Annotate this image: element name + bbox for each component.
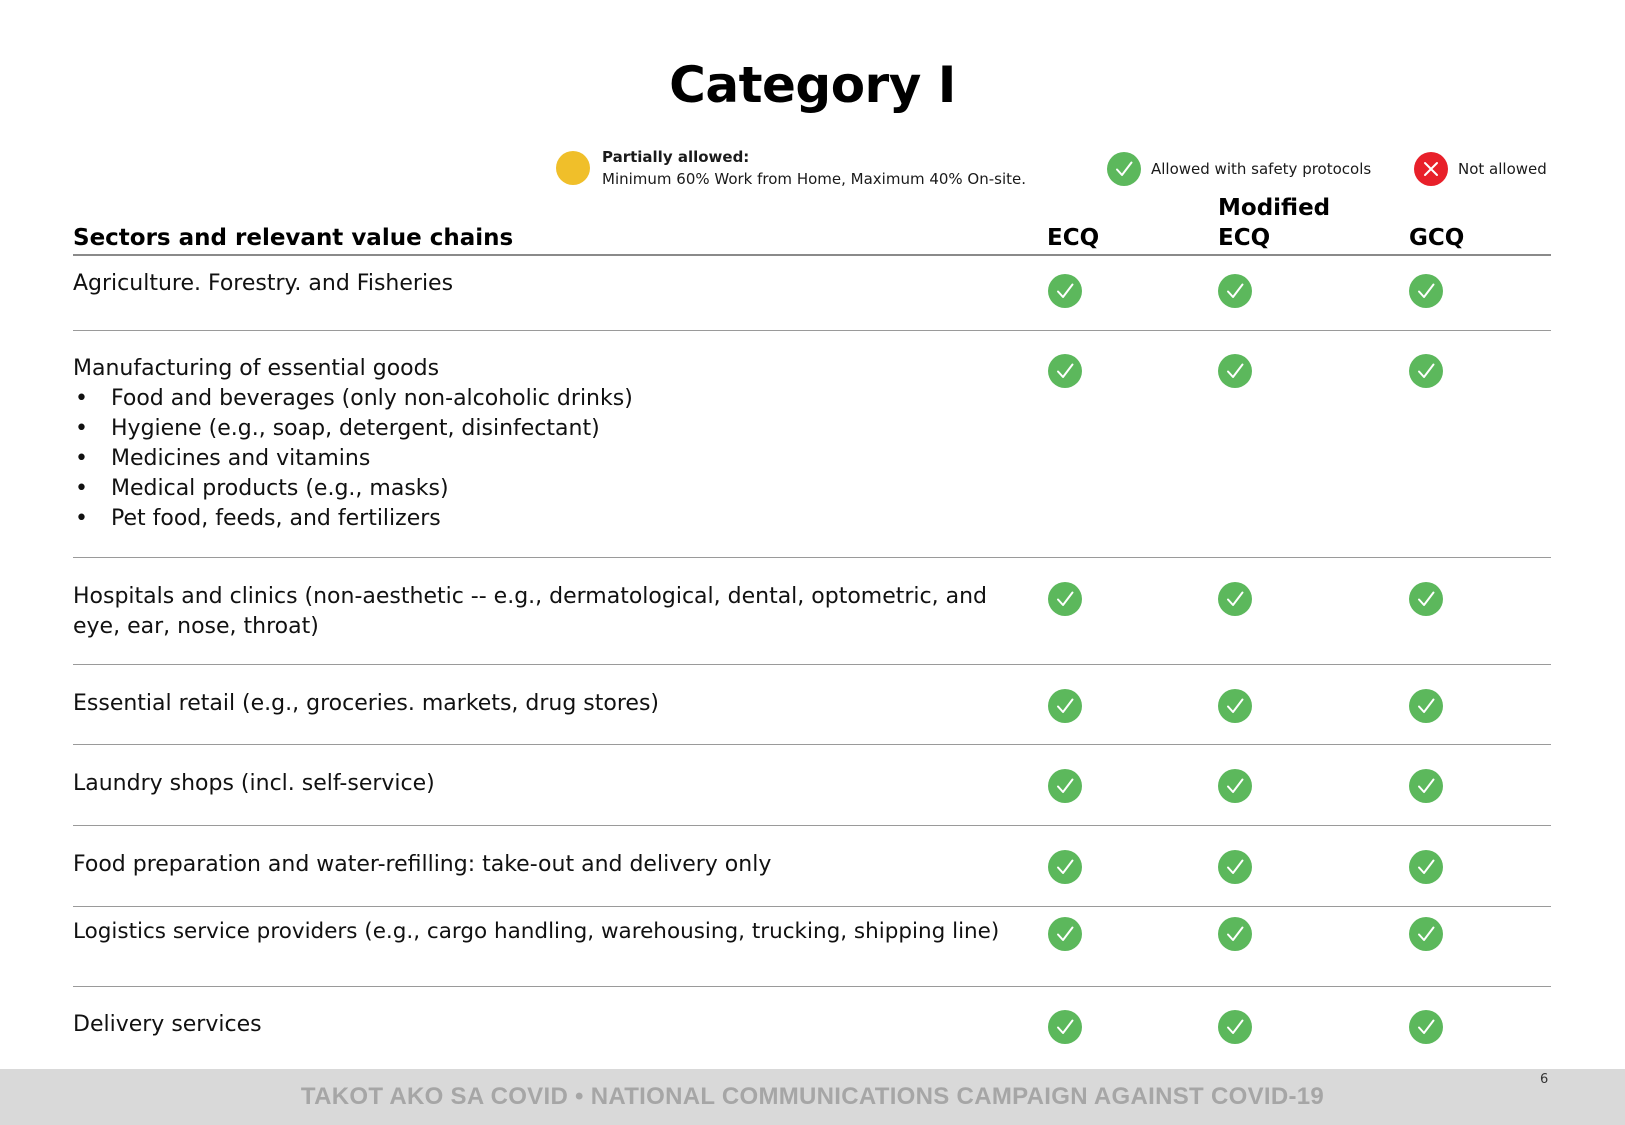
- check-circle-icon: [1048, 1010, 1082, 1044]
- sector-name: Agriculture. Forestry. and Fisheries: [73, 271, 454, 296]
- x-circle-icon: [1414, 152, 1448, 186]
- row-divider: [73, 986, 1551, 987]
- header-sectors: Sectors and relevant value chains: [73, 225, 514, 251]
- check-circle-icon: [1218, 769, 1252, 803]
- gcq-status: [1409, 582, 1443, 616]
- legend-not-allowed: [1414, 152, 1547, 186]
- header-ecq: ECQ: [1047, 225, 1100, 251]
- legend-partially-allowed: [556, 146, 1026, 190]
- legend-not-allowed-label: Not allowed: [1458, 160, 1547, 178]
- legend-allowed: [1107, 152, 1371, 186]
- check-circle-icon: [1048, 769, 1082, 803]
- sector-name: Manufacturing of essential goods: [73, 356, 440, 381]
- mecq-status: [1218, 274, 1252, 308]
- check-circle-icon: [1218, 582, 1252, 616]
- check-circle-icon: [1409, 689, 1443, 723]
- sector-name: Essential retail (e.g., groceries. markets, drug stores): [73, 691, 659, 716]
- check-circle-icon: [1218, 917, 1252, 951]
- sector-name: Hospitals and clinics (non-aesthetic -- e.g., dermatological, dental, optometric, and eye, ear, nose, throat): [73, 584, 988, 639]
- row-divider: [73, 906, 1551, 907]
- list-item: • Medicines and vitamins: [75, 446, 371, 471]
- gcq-status: [1409, 689, 1443, 723]
- ecq-status: [1048, 274, 1082, 308]
- check-circle-icon: [1218, 274, 1252, 308]
- list-item: • Food and beverages (only non-alcoholic drinks): [75, 386, 633, 411]
- check-circle-icon: [1409, 769, 1443, 803]
- gcq-status: [1409, 274, 1443, 308]
- partial-circle-icon: [556, 151, 590, 185]
- check-circle-icon: [1409, 582, 1443, 616]
- list-item: • Pet food, feeds, and fertilizers: [75, 506, 441, 531]
- header-mecq-line1: Modified: [1218, 195, 1331, 221]
- header-gcq: GCQ: [1409, 225, 1465, 251]
- check-circle-icon: [1218, 689, 1252, 723]
- check-circle-icon: [1048, 582, 1082, 616]
- legend-allowed-label: Allowed with safety protocols: [1151, 160, 1372, 178]
- gcq-status: [1409, 354, 1443, 388]
- footer-bar: [0, 1069, 1625, 1125]
- mecq-status: [1218, 1010, 1252, 1044]
- check-circle-icon: [1048, 917, 1082, 951]
- check-circle-icon: [1048, 354, 1082, 388]
- mecq-status: [1218, 917, 1252, 951]
- check-circle-icon: [1218, 354, 1252, 388]
- gcq-status: [1409, 917, 1443, 951]
- check-circle-icon: [1409, 354, 1443, 388]
- check-circle-icon: [1409, 274, 1443, 308]
- check-circle-icon: [1218, 1010, 1252, 1044]
- page-number: 6: [1540, 1072, 1549, 1087]
- footer-campaign-text: TAKOT AKO SA COVID • NATIONAL COMMUNICATIONS CAMPAIGN AGAINST COVID-19: [300, 1083, 1325, 1110]
- ecq-status: [1048, 354, 1082, 388]
- sector-name: Delivery services: [73, 1012, 262, 1037]
- sector-bullet-list: [73, 384, 1008, 534]
- mecq-status: [1218, 689, 1252, 723]
- mecq-status: [1218, 354, 1252, 388]
- mecq-status: [1218, 850, 1252, 884]
- gcq-status: [1409, 850, 1443, 884]
- ecq-status: [1048, 582, 1082, 616]
- ecq-status: [1048, 850, 1082, 884]
- ecq-status: [1048, 917, 1082, 951]
- row-divider: [73, 744, 1551, 745]
- list-item: • Medical products (e.g., masks): [75, 476, 449, 501]
- legend-partial-detail: Minimum 60% Work from Home, Maximum 40% On-site.: [602, 170, 1027, 188]
- header-mecq-line2: ECQ: [1218, 225, 1271, 251]
- check-circle-icon: [1048, 274, 1082, 308]
- sector-name: Logistics service providers (e.g., cargo handling, warehousing, trucking, shipping line): [73, 919, 1000, 944]
- sector-name: Laundry shops (incl. self-service): [73, 771, 435, 796]
- ecq-status: [1048, 689, 1082, 723]
- header-divider: [73, 254, 1551, 256]
- check-circle-icon: [1409, 917, 1443, 951]
- sector-name: Food preparation and water-refilling: take-out and delivery only: [73, 852, 772, 877]
- list-item: • Hygiene (e.g., soap, detergent, disinfectant): [75, 416, 600, 441]
- row-divider: [73, 330, 1551, 331]
- page-title: Category I: [669, 56, 956, 114]
- row-divider: [73, 557, 1551, 558]
- check-circle-icon: [1218, 850, 1252, 884]
- ecq-status: [1048, 1010, 1082, 1044]
- gcq-status: [1409, 1010, 1443, 1044]
- mecq-status: [1218, 582, 1252, 616]
- ecq-status: [1048, 769, 1082, 803]
- check-circle-icon: [1107, 152, 1141, 186]
- check-circle-icon: [1409, 850, 1443, 884]
- gcq-status: [1409, 769, 1443, 803]
- check-circle-icon: [1048, 850, 1082, 884]
- check-circle-icon: [1048, 689, 1082, 723]
- row-divider: [73, 664, 1551, 665]
- check-circle-icon: [1409, 1010, 1443, 1044]
- legend-partial-label: Partially allowed:: [602, 148, 750, 166]
- row-divider: [73, 825, 1551, 826]
- mecq-status: [1218, 769, 1252, 803]
- header-modified-ecq: [1218, 193, 1330, 253]
